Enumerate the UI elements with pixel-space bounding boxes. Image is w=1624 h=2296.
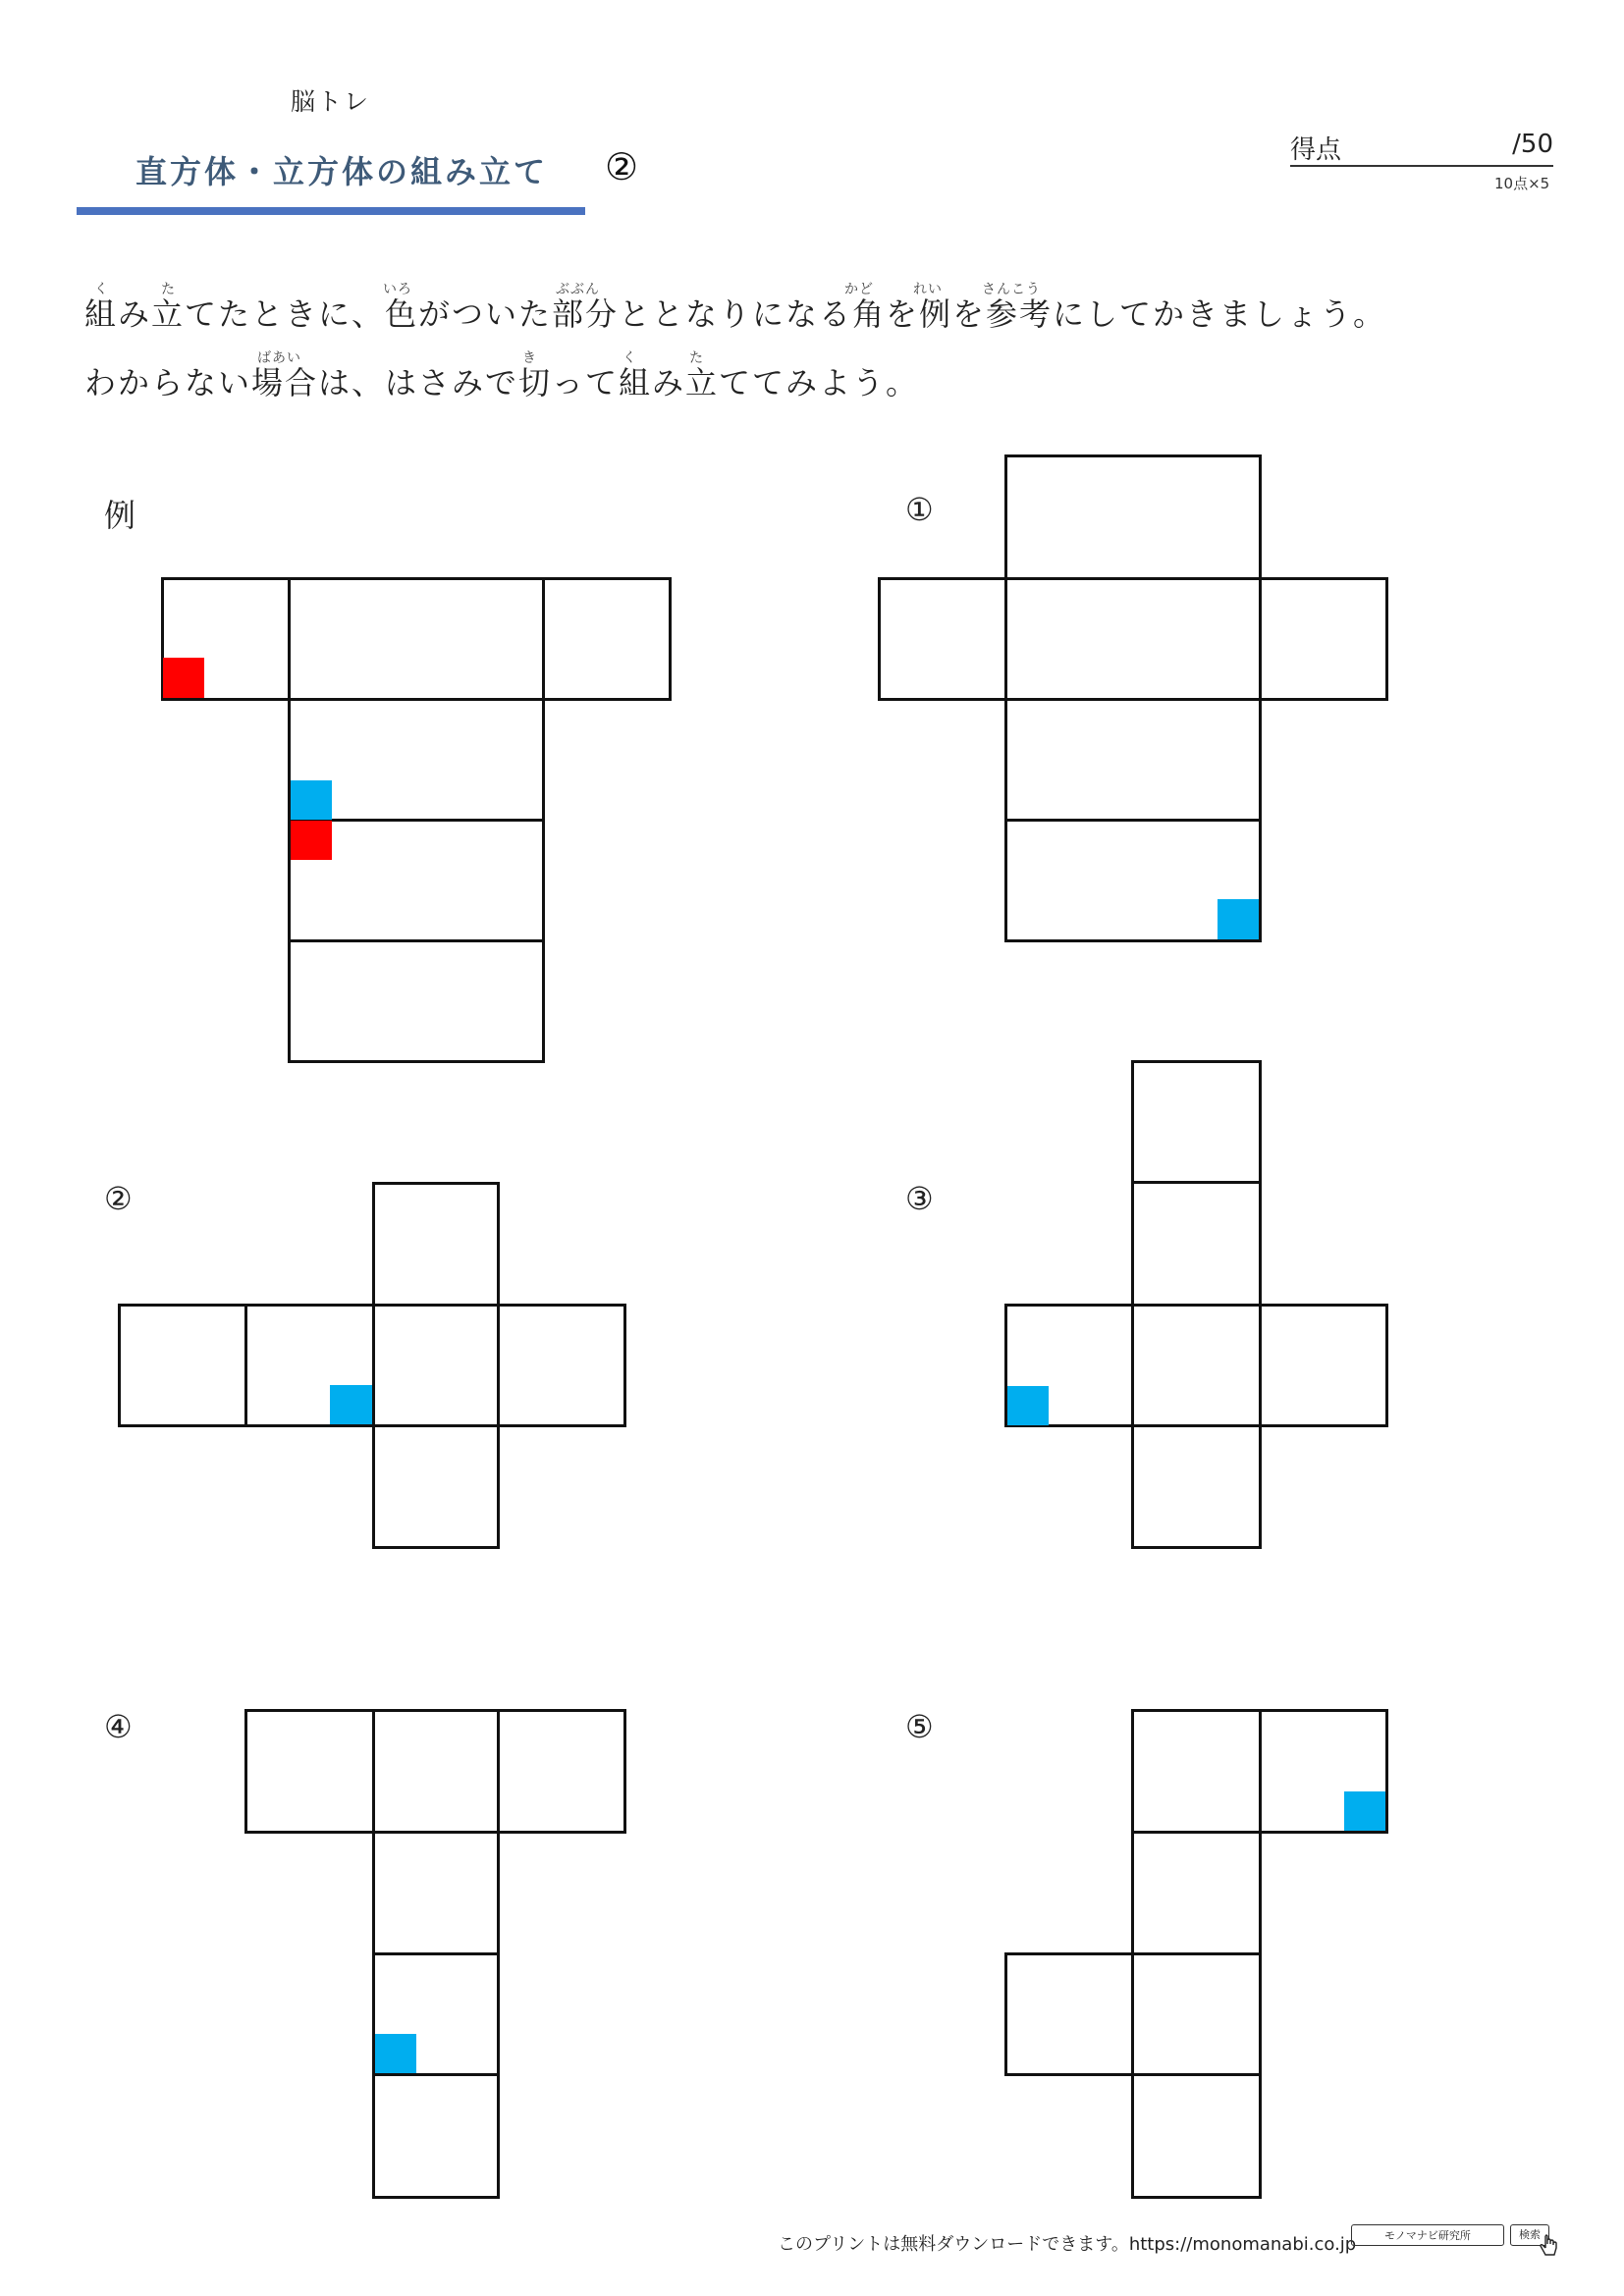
blue-corner-mark bbox=[291, 780, 332, 820]
net-face bbox=[372, 1182, 500, 1307]
net-face bbox=[118, 1304, 247, 1427]
net-face bbox=[1131, 1060, 1262, 1184]
problem-label-5: ⑤ bbox=[905, 1708, 934, 1745]
blue-corner-mark bbox=[1007, 1386, 1049, 1425]
net-face bbox=[372, 1304, 500, 1427]
net-face bbox=[372, 1831, 500, 1955]
net-face bbox=[1259, 1304, 1388, 1427]
net-face bbox=[372, 1709, 500, 1834]
net-face bbox=[878, 577, 1007, 701]
ruby-ku: く bbox=[94, 282, 109, 297]
blue-corner-mark bbox=[1218, 899, 1259, 939]
title-underline bbox=[77, 207, 585, 215]
category-label: 脳トレ bbox=[291, 87, 371, 116]
red-corner-mark bbox=[291, 821, 332, 860]
net-face bbox=[497, 1709, 626, 1834]
score-max: /50 bbox=[1512, 130, 1553, 159]
ruby-ta: た bbox=[161, 282, 176, 297]
instruction-line-2: わからない場合は、はさみで切って組み立ててみよう。 bbox=[84, 364, 920, 401]
worksheet-title: 直方体・立方体の組み立て bbox=[135, 153, 549, 190]
problem-label-1: ① bbox=[905, 491, 934, 528]
red-corner-mark bbox=[163, 658, 204, 698]
problem-label-2: ② bbox=[104, 1180, 133, 1217]
net-face bbox=[1004, 698, 1262, 822]
hand-pointer-icon bbox=[1538, 2234, 1559, 2260]
problem-label-example: 例 bbox=[104, 497, 136, 534]
net-face bbox=[542, 577, 672, 701]
net-face bbox=[1131, 2073, 1262, 2199]
ruby-kado: かど bbox=[844, 282, 874, 297]
instruction-line-1: 組み立てたときに、色がついた部分ととなりになる角を例を参考にしてかきましょう。 bbox=[84, 295, 1387, 333]
blue-corner-mark bbox=[330, 1385, 372, 1424]
net-face bbox=[1131, 1424, 1262, 1549]
net-face bbox=[288, 577, 545, 701]
blue-corner-mark bbox=[1344, 1791, 1385, 1831]
score-label: 得点 bbox=[1290, 135, 1342, 165]
search-button[interactable]: 検索 bbox=[1510, 2224, 1549, 2246]
score-note: 10点×5 bbox=[1494, 175, 1550, 192]
ruby-ku2: く bbox=[623, 350, 637, 366]
score-field bbox=[1290, 130, 1553, 167]
net-face bbox=[1131, 1952, 1262, 2076]
net-face bbox=[497, 1304, 626, 1427]
net-face bbox=[1131, 1181, 1262, 1307]
ruby-rei: れい bbox=[913, 282, 943, 297]
net-face bbox=[372, 1424, 500, 1549]
net-face bbox=[288, 939, 545, 1063]
problem-label-3: ③ bbox=[905, 1180, 934, 1217]
ruby-iro: いろ bbox=[383, 282, 412, 297]
net-face bbox=[372, 2073, 500, 2199]
blue-corner-mark bbox=[375, 2034, 416, 2073]
ruby-ki: き bbox=[522, 350, 537, 366]
footer-text: このプリントは無料ダウンロードできます。https://monomanabi.co.jp bbox=[778, 2234, 1357, 2255]
net-face bbox=[1004, 454, 1262, 580]
worksheet-number: ② bbox=[605, 145, 639, 188]
net-face bbox=[1131, 1831, 1262, 1955]
net-face bbox=[1259, 577, 1388, 701]
net-face bbox=[1004, 1952, 1134, 2076]
net-face bbox=[1131, 1304, 1262, 1427]
search-box[interactable]: モノマナビ研究所 bbox=[1351, 2224, 1504, 2246]
ruby-bubun: ぶぶん bbox=[556, 282, 600, 297]
ruby-sankou: さんこう bbox=[982, 282, 1041, 297]
ruby-ta2: た bbox=[689, 350, 704, 366]
net-face bbox=[1004, 577, 1262, 701]
net-face bbox=[1131, 1709, 1262, 1834]
ruby-baai: ばあい bbox=[257, 350, 301, 366]
problem-label-4: ④ bbox=[104, 1708, 133, 1745]
net-face bbox=[244, 1709, 375, 1834]
